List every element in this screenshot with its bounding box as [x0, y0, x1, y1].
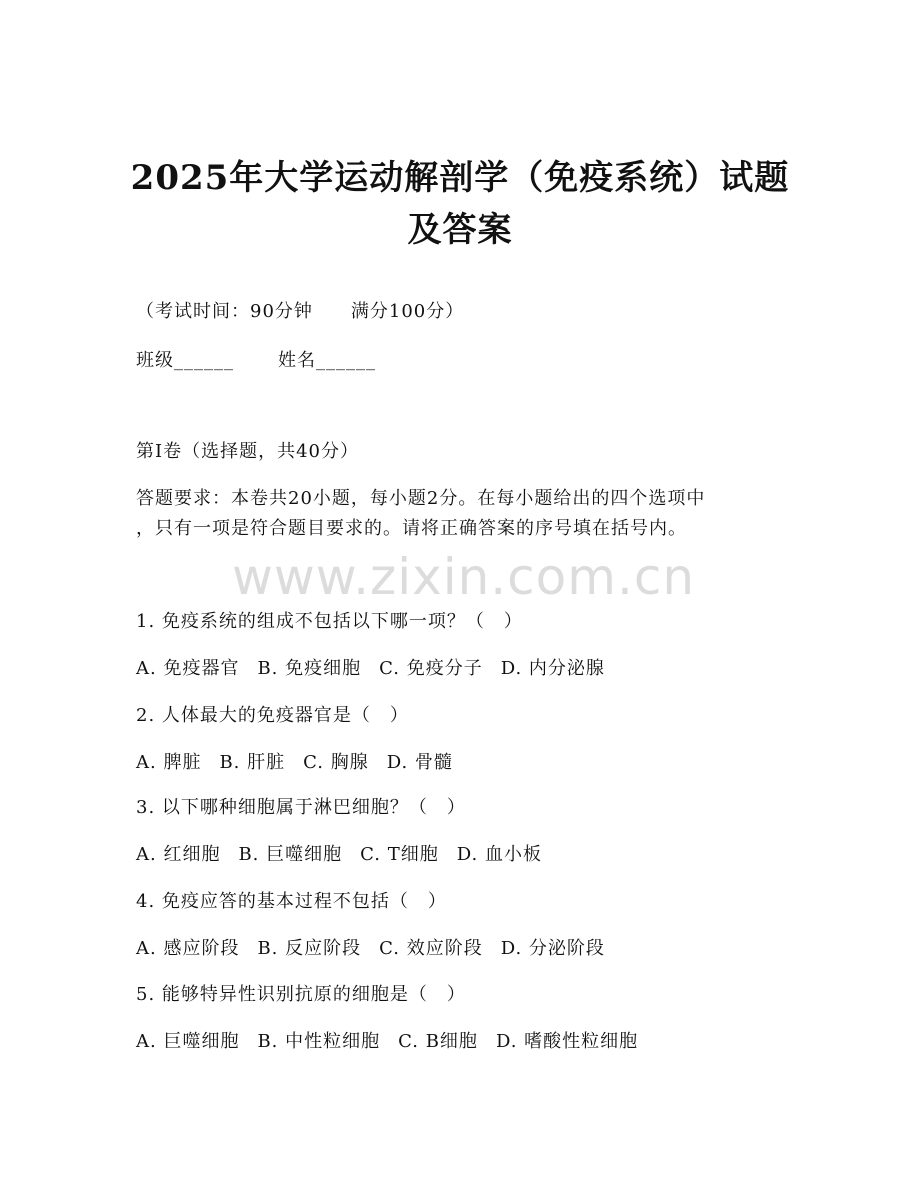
option-d: D. 骨髓 — [386, 752, 453, 773]
option-a: A. 红细胞 — [136, 844, 221, 865]
question-options — [136, 841, 542, 869]
watermark: www.zixin.com.cn — [232, 548, 696, 606]
name-field-label: 姓名______ — [278, 350, 376, 371]
question-stem: 4. 免疫应答的基本过程不包括（ ） — [136, 891, 447, 912]
option-c: C. 胸腺 — [303, 752, 369, 773]
exam-time: （考试时间：90分钟 — [136, 301, 313, 322]
option-c: C. 效应阶段 — [379, 938, 483, 959]
class-field-label: 班级______ — [136, 350, 234, 371]
section-heading: 第I卷（选择题，共40分） — [136, 441, 360, 462]
document-title: 2025年大学运动解剖学（免疫系统）试题及答案 — [130, 158, 790, 250]
question-stem: 5. 能够特异性识别抗原的细胞是（ ） — [136, 984, 466, 1005]
option-d: D. 分泌阶段 — [500, 938, 605, 959]
exam-score: 满分100分） — [350, 301, 465, 322]
option-a: A. 感应阶段 — [136, 938, 240, 959]
question-options — [136, 1028, 638, 1056]
option-b: B. 巨噬细胞 — [238, 844, 343, 865]
option-b: B. 免疫细胞 — [257, 658, 362, 679]
question-stem: 2. 人体最大的免疫器官是（ ） — [136, 705, 409, 726]
question-stem: 3. 以下哪种细胞属于淋巴细胞？（ ） — [136, 797, 466, 818]
option-c: C. 免疫分子 — [379, 658, 483, 679]
option-b: B. 肝脏 — [219, 752, 286, 773]
option-d: D. 内分泌腺 — [500, 658, 605, 679]
option-b: B. 中性粒细胞 — [257, 1031, 381, 1052]
question-stem: 1. 免疫系统的组成不包括以下哪一项？（ ） — [136, 611, 523, 632]
question-options — [136, 749, 453, 777]
option-d: D. 血小板 — [456, 844, 542, 865]
student-info — [136, 347, 376, 375]
option-a: A. 脾脏 — [136, 752, 202, 773]
instructions-line-1: 答题要求：本卷共20小题，每小题2分。在每小题给出的四个选项中 — [136, 488, 706, 509]
question-options — [136, 655, 605, 683]
option-c: C. B细胞 — [398, 1031, 478, 1052]
exam-info — [136, 298, 464, 326]
instructions-line-2: ，只有一项是符合题目要求的。请将正确答案的序号填在括号内。 — [136, 518, 687, 539]
option-b: B. 反应阶段 — [257, 938, 362, 959]
option-d: D. 嗜酸性粒细胞 — [495, 1031, 639, 1052]
option-c: C. T细胞 — [360, 844, 439, 865]
option-a: A. 免疫器官 — [136, 658, 240, 679]
question-options — [136, 935, 605, 963]
option-a: A. 巨噬细胞 — [136, 1031, 240, 1052]
